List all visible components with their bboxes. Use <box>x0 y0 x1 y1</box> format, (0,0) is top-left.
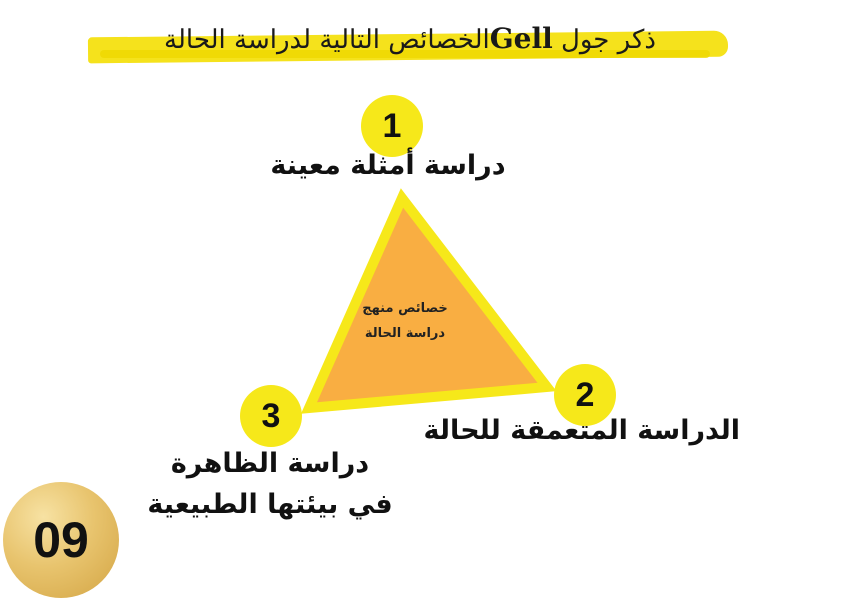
center-label-line-2: دراسة الحالة <box>364 326 446 342</box>
node-3-number-circle <box>240 385 302 447</box>
node-3-label-line-1: دراسة الظاهرة <box>170 448 370 479</box>
title-prefix: ذكر جول <box>560 25 656 55</box>
title-suffix: الخصائص التالية لدراسة الحالة <box>164 25 490 55</box>
title-name: Gell <box>489 22 553 55</box>
node-3-label-line-2: في بيئتها الطبيعية <box>147 488 393 520</box>
node-1-label <box>268 146 508 187</box>
node-3-label <box>140 444 400 525</box>
triangle-center-label <box>340 296 470 347</box>
node-3-number: 3 <box>261 396 281 435</box>
node-2-label-line-1: الدراسة المتعمقة للحالة <box>423 415 740 446</box>
page-number-badge <box>3 482 119 598</box>
node-1-number: 1 <box>382 106 402 145</box>
center-label-line-1: خصائص منهج <box>362 301 448 316</box>
page-number: 09 <box>33 512 89 568</box>
node-2-label <box>423 411 740 452</box>
node-1-label-line-1: دراسة أمثلة معينة <box>270 150 506 181</box>
node-2-number: 2 <box>575 375 595 414</box>
